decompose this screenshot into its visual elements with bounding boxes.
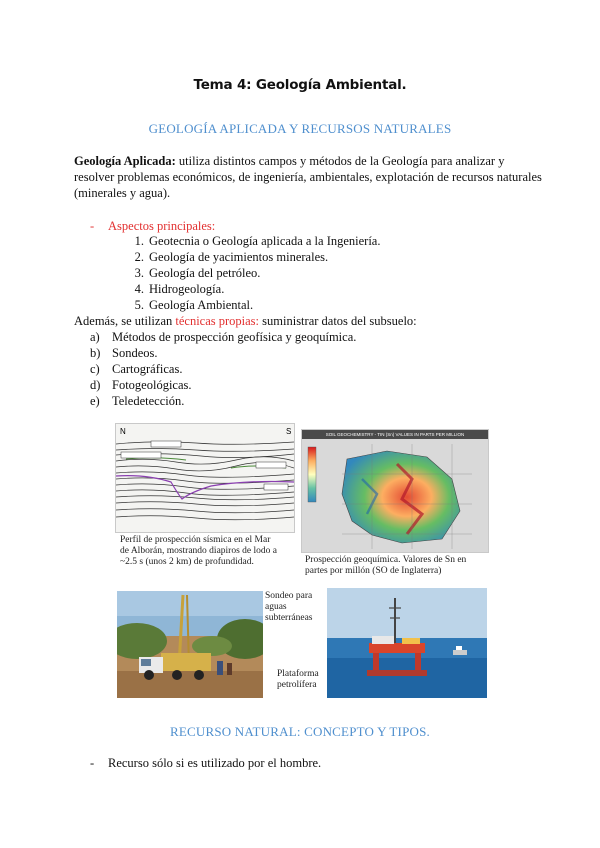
techniques-highlight: técnicas propias: <box>175 314 260 328</box>
aspects-label: Aspectos principales: <box>108 219 216 233</box>
list-item: 2. Geología de yacimientos minerales. <box>134 250 329 264</box>
list-item: e) Teledetección. <box>90 394 185 408</box>
list-item: d) Fotogeológicas. <box>90 378 192 392</box>
section-heading-natural-resource: RECURSO NATURAL: CONCEPTO Y TIPOS. <box>170 724 430 739</box>
list-item: b) Sondeos. <box>90 346 158 360</box>
platform-caption: Plataforma petrolífera <box>277 669 319 690</box>
section-heading-applied-geology: GEOLOGÍA APLICADA Y RECURSOS NATURALES <box>148 121 452 136</box>
resource-bullet-text: Recurso sólo si es utilizado por el hombre. <box>108 756 322 770</box>
drilling-caption: Sondeo para aguas subterráneas <box>265 591 313 623</box>
techniques-list <box>90 329 356 409</box>
list-item: 3. Geología del petróleo. <box>134 266 261 280</box>
list-item: 5. Geología Ambiental. <box>134 298 254 312</box>
seismic-profile-image <box>115 423 295 533</box>
drilling-rig-photo <box>117 591 263 698</box>
geochemistry-map-image <box>301 429 489 553</box>
definition-text: utiliza distintos campos y métodos de la Geología para analizar y resolver problemas económicos, de ingeniería, ambientales, explotación de recursos naturales (minerales y agua). <box>74 154 542 200</box>
aspects-list <box>124 233 380 313</box>
figure-composite <box>115 423 490 703</box>
oil-platform-photo <box>327 588 487 698</box>
geochemistry-map-header: SOIL GEOCHEMISTRY - TIN (Sn) VALUES IN PARTS PER MILLION <box>302 430 488 439</box>
seismic-label-s: S <box>286 427 292 436</box>
list-item: 4. Hidrogeología. <box>134 282 225 296</box>
geochemistry-caption: Prospección geoquímica. Valores de Sn en partes por millón (SO de Inglaterra) <box>305 555 467 576</box>
list-item: c) Cartográficas. <box>90 362 183 376</box>
dash-bullet: - <box>90 756 95 770</box>
page-title: Tema 4: Geología Ambiental. <box>193 77 407 93</box>
seismic-caption: Perfil de prospección sísmica en el Mar de Alborán, mostrando diapiros de lodo a ~2.5 s (unos 2 km) de profundidad. <box>120 535 277 567</box>
techniques-intro: Además, se utilizan técnicas propias: suministrar datos del subsuelo: <box>74 314 417 328</box>
dash-bullet: - <box>90 219 95 233</box>
definition-paragraph <box>74 153 544 201</box>
list-item: a) Métodos de prospección geofísica y geoquímica. <box>90 330 357 344</box>
seismic-label-n: N <box>120 427 126 436</box>
definition-term: Geología Aplicada: <box>74 154 176 168</box>
list-item: 1. Geotecnia o Geología aplicada a la Ingeniería. <box>134 234 381 248</box>
